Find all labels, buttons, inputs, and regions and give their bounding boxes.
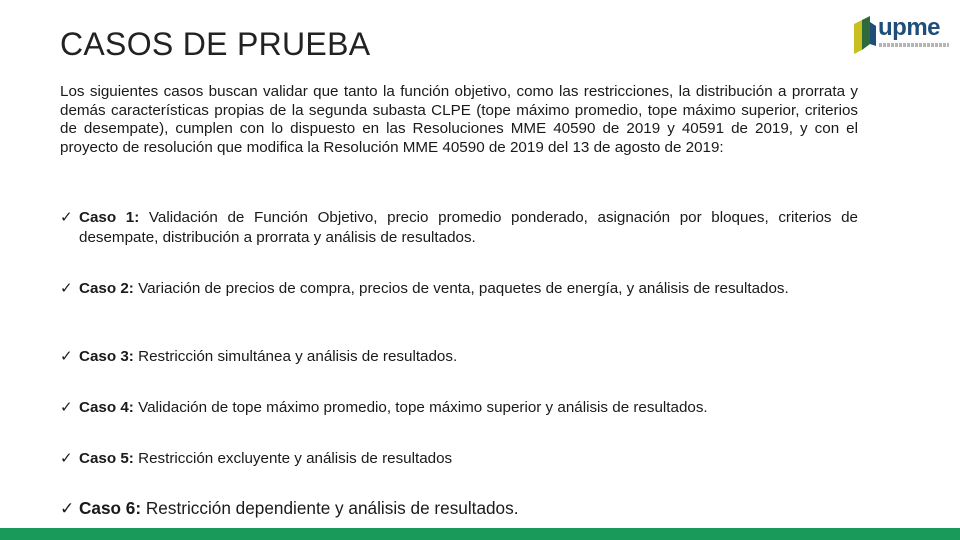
upme-logo-tagline	[879, 43, 949, 47]
test-case-body	[79, 208, 858, 247]
test-case-body	[79, 398, 858, 418]
upme-logo-mark-icon	[852, 16, 878, 56]
test-case-body	[79, 347, 858, 367]
check-icon: ✓	[60, 280, 73, 297]
upme-logo-text: upme	[878, 14, 941, 41]
test-case-label: Caso 3:	[79, 348, 134, 365]
test-case-text: Restricción dependiente y análisis de resultados.	[145, 498, 519, 518]
test-case-item	[60, 498, 858, 519]
check-icon: ✓	[60, 348, 73, 365]
check-icon: ✓	[60, 399, 73, 416]
intro-paragraph: Los siguientes casos buscan validar que tanto la función objetivo, como las restricciones, la distribución a prorrata y demás características propias de la segunda subasta CLPE (tope máximo promedio, tope máximo superior, criterios de desempate), cumplen con lo dispuesto en las Resoluciones MME 40590 de 2019 y 40591 de 2019, y con el proyecto de resolución que modifica la Resolución MME 40590 de 2019 del 13 de agosto de 2019:	[60, 83, 858, 156]
test-case-item	[60, 398, 858, 418]
test-case-text: Restricción simultánea y análisis de resultados.	[138, 348, 458, 365]
test-case-body	[79, 279, 858, 299]
test-case-label: Caso 2:	[79, 280, 134, 297]
test-case-body	[79, 498, 858, 519]
test-case-label: Caso 1:	[79, 209, 140, 226]
test-case-text: Validación de Función Objetivo, precio promedio ponderado, asignación por bloques, criterios de desempate, distribución a prorrata y análisis de resultados.	[79, 209, 858, 246]
test-case-body	[79, 449, 858, 469]
check-icon: ✓	[60, 498, 75, 518]
test-case-item	[60, 279, 858, 299]
upme-logo	[852, 14, 952, 58]
check-icon: ✓	[60, 450, 73, 467]
footer-accent-bar	[0, 528, 960, 540]
test-case-label: Caso 5:	[79, 450, 134, 467]
test-case-item	[60, 449, 858, 469]
test-case-item	[60, 208, 858, 247]
check-icon: ✓	[60, 209, 73, 226]
test-case-item	[60, 347, 858, 367]
test-case-label: Caso 4:	[79, 399, 134, 416]
test-case-text: Restricción excluyente y análisis de resultados	[138, 450, 453, 467]
test-case-text: Validación de tope máximo promedio, tope máximo superior y análisis de resultados.	[138, 399, 708, 416]
test-case-text: Variación de precios de compra, precios de venta, paquetes de energía, y análisis de resultados.	[138, 280, 789, 297]
test-case-label: Caso 6:	[79, 498, 142, 518]
slide-title: CASOS DE PRUEBA	[60, 26, 371, 62]
